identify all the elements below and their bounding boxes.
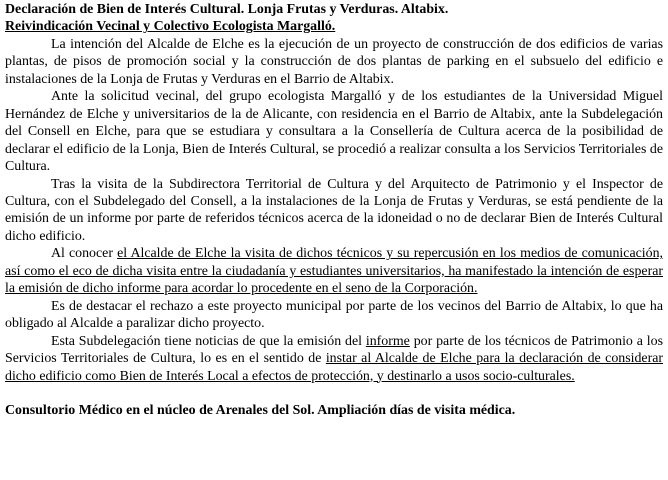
blank-line (5, 385, 663, 402)
paragraph-solicitud: Ante la solicitud vecinal, del grupo ecologista Margalló y de los estudiantes de la Universidad Miguel Hernández de Elche y universitarios de la de Alicante, con residencia en el Barrio de Altabix, ante la Subdelegación del Consell en Elche, para que se estudiara y consultara a la Consellería de Cultura acerca de la posibilidad de declarar el edificio de la Lonja, Bien de Interés Cultural, se procedió a realizar consulta a los Servicios Territoriales de Cultura. (5, 89, 663, 175)
subheading-text: Reivindicación Vecinal y Colectivo Ecologista Margalló. (5, 19, 336, 35)
paragraph-visita: Tras la visita de la Subdirectora Territorial de Cultura y del Arquitecto de Patrimonio y el Inspector de Cultura, con el Subdelegado del Consell, a la instalaciones de la Lonja de Frutas y Verduras, se está pendiente de la emisión de un informe por parte de referidos técnicos acerca de la idoneidad o no de declarar Bien de Interés Cultural dicho edificio. (5, 176, 663, 244)
section-heading-lonja: Declaración de Bien de Interés Cultural. Lonja Frutas y Verduras. Altabix. (5, 2, 449, 17)
paragraph-informe-lead: Esta Subdelegación tiene noticias de que la emisión del (51, 333, 366, 349)
paragraph-informe-underlined-1: informe (365, 333, 410, 349)
paragraph-alcalde-lead: Al conocer (51, 246, 118, 262)
paragraph-informe-mid: por parte de los técnicos de Patrimonio a los Servicios Territoriales de Cultura, lo es en el sentido de (5, 333, 663, 367)
paragraph-proyecto: La intención del Alcalde de Elche es la ejecución de un proyecto de construcción de dos edificios de varias plantas, de pisos de promoción social y la construcción de dos plantas de parking en el subsuelo del edificio e instalaciones de la Lonja de Frutas y Verduras en el Barrio de Altabix. (5, 36, 663, 87)
paragraph-informe (5, 333, 663, 385)
paragraph-rechazo: Es de destacar el rechazo a este proyecto municipal por parte de los vecinos del Barrio de Altabix, lo que ha obligado al Alcalde a paralizar dicho proyecto. (5, 298, 663, 332)
paragraph-informe-underlined-2: instar al Alcalde de Elche para la declaración de considerar dicho edificio como Bien de Interés Local a efectos de protección, y destinarlo a usos socio-culturales. (5, 351, 663, 384)
subheading-reivindicacion (5, 18, 663, 35)
document-page (5, 1, 663, 420)
section-heading-consultorio: Consultorio Médico en el núcleo de Arenales del Sol. Ampliación días de visita médica. (5, 403, 516, 419)
paragraph-alcalde (5, 245, 663, 297)
paragraph-alcalde-underlined: el Alcalde de Elche la visita de dichos técnicos y su repercusión en los medios de comunicación, así como el eco de dicha visita entre la ciudadanía y estudiantes universitarios, ha manifestado la intención de esperar la emisión de dicho informe para acordar lo procedente en el seno de la Corporación. (5, 246, 664, 297)
